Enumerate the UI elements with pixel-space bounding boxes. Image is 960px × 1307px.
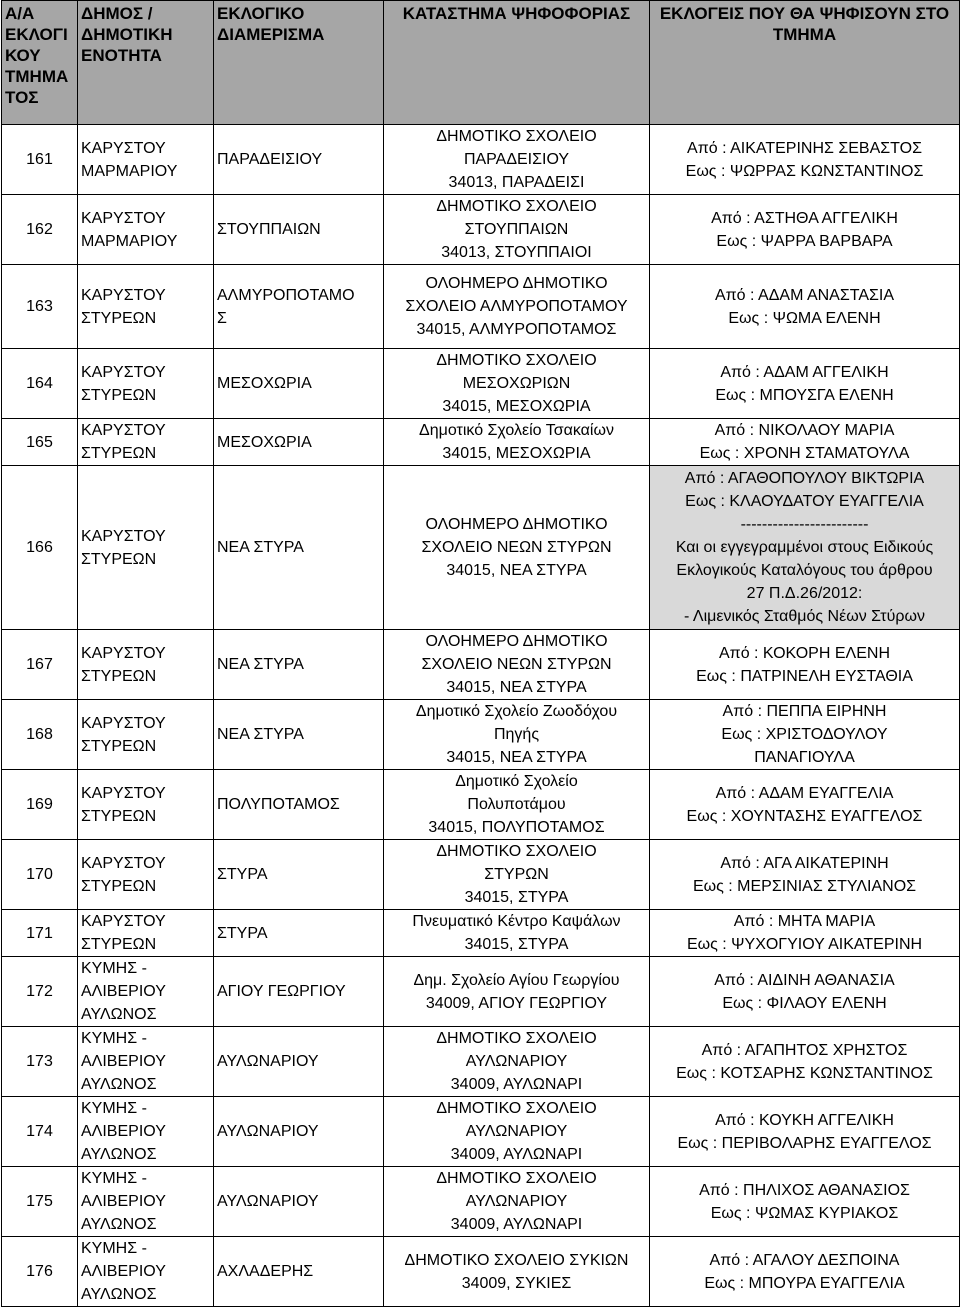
station-line: 34015, ΜΕΣΟΧΩΡΙΑ bbox=[442, 445, 591, 462]
row-number-text: 169 bbox=[26, 796, 53, 813]
municipality-text: ΚΑΡΥΣΤΟΥ ΣΤΥΡΕΩΝ bbox=[81, 854, 166, 895]
row-number-text: 161 bbox=[26, 151, 53, 168]
station-line: 34015, ΠΟΛΥΠΟΤΑΜΟΣ bbox=[428, 819, 605, 836]
station-line: 34009, ΑΥΛΩΝΑΡΙ bbox=[450, 1146, 583, 1163]
table-row bbox=[2, 1237, 960, 1307]
municipality-cell bbox=[78, 265, 214, 349]
row-number bbox=[2, 419, 78, 466]
row-number-text: 165 bbox=[26, 433, 53, 451]
district-cell bbox=[214, 770, 384, 840]
voters-cell bbox=[650, 1027, 960, 1097]
table-row bbox=[2, 1097, 960, 1167]
station-line: ΟΛΟΗΜΕΡΟ ΔΗΜΟΤΙΚΟ bbox=[425, 516, 608, 533]
station-line: Δημοτικό Σχολείο Ζωοδόχου bbox=[415, 703, 618, 720]
voters-cell bbox=[650, 1237, 960, 1307]
polling-station-cell bbox=[384, 957, 650, 1027]
station-line: ΔΗΜΟΤΙΚΟ ΣΧΟΛΕΙΟ bbox=[436, 1100, 597, 1117]
row-number bbox=[2, 910, 78, 957]
voters-line: ------------------------ bbox=[740, 516, 869, 533]
voters-line: Εως : ΚΛΑΟΥΔΑΤΟΥ ΕΥΑΓΓΕΛΙΑ bbox=[685, 493, 924, 510]
municipality-cell bbox=[78, 910, 214, 957]
municipality-text: ΚΑΡΥΣΤΟΥ ΜΑΡΜΑΡΙΟΥ bbox=[81, 139, 178, 180]
station-line: ΟΛΟΗΜΕΡΟ ΔΗΜΟΤΙΚΟ bbox=[425, 275, 608, 292]
polling-station-cell bbox=[384, 1237, 650, 1307]
station-line: ΟΛΟΗΜΕΡΟ ΔΗΜΟΤΙΚΟ bbox=[425, 633, 608, 650]
municipality-cell bbox=[78, 349, 214, 419]
municipality-text: ΚΥΜΗΣ - ΑΛΙΒΕΡΙΟΥ ΑΥΛΩΝΟΣ bbox=[81, 1030, 166, 1093]
row-number-text: 166 bbox=[26, 539, 53, 556]
station-line: 34015, ΝΕΑ ΣΤΥΡΑ bbox=[446, 679, 587, 696]
voters-line: Εως : ΧΟΥΝΤΑΣΗΣ ΕΥΑΓΓΕΛΟΣ bbox=[686, 807, 923, 825]
table-row bbox=[2, 125, 960, 195]
district-text: ΝΕΑ ΣΤΥΡΑ bbox=[217, 656, 304, 673]
station-line: 34015, ΝΕΑ ΣΤΥΡΑ bbox=[446, 749, 587, 766]
station-line: Δημοτικό Σχολείο Τσακαίων bbox=[419, 422, 614, 439]
station-line: 34015, ΣΤΥΡΑ bbox=[464, 936, 569, 953]
municipality-text: ΚΥΜΗΣ - ΑΛΙΒΕΡΙΟΥ ΑΥΛΩΝΟΣ bbox=[81, 1170, 166, 1233]
station-line: ΔΗΜΟΤΙΚΟ ΣΧΟΛΕΙΟ bbox=[436, 128, 597, 145]
row-number-text: 170 bbox=[26, 866, 53, 883]
voters-line: Από : ΠΗΛΙΧΟΣ ΑΘΑΝΑΣΙΟΣ bbox=[699, 1181, 910, 1199]
station-line: ΣΧΟΛΕΙΟ ΝΕΩΝ ΣΤΥΡΩΝ bbox=[421, 656, 612, 673]
row-number-text: 164 bbox=[26, 375, 53, 392]
station-line: 34015, ΑΛΜΥΡΟΠΟΤΑΜΟΣ bbox=[416, 321, 617, 338]
row-number bbox=[2, 630, 78, 700]
voters-line: ΠΑΝΑΓΙΟΥΛΑ bbox=[754, 749, 855, 766]
voters-line: Από : ΑΙΔΙΝΗ ΑΘΑΝΑΣΙΑ bbox=[714, 971, 895, 989]
voters-cell bbox=[650, 265, 960, 349]
voters-line: Από : ΜΗΤΑ ΜΑΡΙΑ bbox=[733, 913, 876, 930]
station-line: Πνευματικό Κέντρο Καψάλων bbox=[412, 913, 621, 930]
voters-cell bbox=[650, 910, 960, 957]
district-cell bbox=[214, 349, 384, 419]
municipality-text: ΚΑΡΥΣΤΟΥ ΣΤΥΡΕΩΝ bbox=[81, 422, 166, 462]
polling-station-cell bbox=[384, 419, 650, 466]
district-cell bbox=[214, 195, 384, 265]
district-cell bbox=[214, 1237, 384, 1307]
municipality-cell bbox=[78, 1097, 214, 1167]
row-number-text: 172 bbox=[26, 983, 53, 1000]
municipality-cell bbox=[78, 419, 214, 466]
table-row bbox=[2, 349, 960, 419]
row-number bbox=[2, 770, 78, 840]
station-line: 34015, ΣΤΥΡΑ bbox=[464, 889, 569, 906]
municipality-text: ΚΑΡΥΣΤΟΥ ΣΤΥΡΕΩΝ bbox=[81, 363, 166, 404]
station-line: ΠΑΡΑΔΕΙΣΙΟΥ bbox=[463, 151, 570, 168]
voters-line: Από : ΝΙΚΟΛΑΟΥ ΜΑΡΙΑ bbox=[714, 422, 895, 439]
row-number bbox=[2, 1027, 78, 1097]
row-number-text: 171 bbox=[26, 924, 53, 942]
municipality-cell bbox=[78, 195, 214, 265]
row-number bbox=[2, 840, 78, 910]
station-line: 34013, ΠΑΡΑΔΕΙΣΙ bbox=[448, 174, 585, 191]
station-line: ΔΗΜΟΤΙΚΟ ΣΧΟΛΕΙΟ bbox=[436, 843, 597, 860]
district-text: ΣΤΥΡΑ bbox=[217, 866, 268, 883]
voters-line: Εως : ΦΙΛΑΟΥ ΕΛΕΝΗ bbox=[722, 994, 887, 1012]
polling-station-cell bbox=[384, 195, 650, 265]
voters-line: Από : ΑΔΑΜ ΕΥΑΓΓΕΛΙΑ bbox=[715, 784, 894, 802]
district-text: ΑΥΛΩΝΑΡΙΟΥ bbox=[217, 1193, 319, 1210]
row-number bbox=[2, 466, 78, 630]
polling-station-cell bbox=[384, 770, 650, 840]
voters-line: Εως : ΨΥΧΟΓΥΙΟΥ ΑΙΚΑΤΕΡΙΝΗ bbox=[686, 936, 923, 953]
district-cell bbox=[214, 630, 384, 700]
voters-cell bbox=[650, 630, 960, 700]
voters-line: Εως : ΚΟΤΣΑΡΗΣ ΚΩΝΣΤΑΝΤΙΝΟΣ bbox=[676, 1064, 933, 1082]
municipality-cell bbox=[78, 957, 214, 1027]
voters-cell bbox=[650, 957, 960, 1027]
voters-line: Εως : ΨΑΡΡΑ ΒΑΡΒΑΡΑ bbox=[716, 232, 893, 250]
municipality-cell bbox=[78, 1237, 214, 1307]
district-text: ΑΥΛΩΝΑΡΙΟΥ bbox=[217, 1123, 319, 1140]
row-number-text: 167 bbox=[26, 656, 53, 673]
municipality-text: ΚΥΜΗΣ - ΑΛΙΒΕΡΙΟΥ ΑΥΛΩΝΟΣ bbox=[81, 960, 166, 1023]
station-line: 34013, ΣΤΟΥΠΠΑΙΟΙ bbox=[441, 244, 592, 261]
district-cell bbox=[214, 840, 384, 910]
voters-line: Εως : ΨΩΡΡΑΣ ΚΩΝΣΤΑΝΤΙΝΟΣ bbox=[685, 162, 924, 180]
row-number bbox=[2, 700, 78, 770]
voters-line: Εκλογικούς Καταλόγους του άρθρου bbox=[676, 562, 933, 579]
row-number bbox=[2, 349, 78, 419]
district-text: ΜΕΣΟΧΩΡΙΑ bbox=[217, 433, 312, 451]
row-number-text: 175 bbox=[26, 1193, 53, 1210]
voters-cell bbox=[650, 419, 960, 466]
station-line: ΑΥΛΩΝΑΡΙΟΥ bbox=[465, 1053, 568, 1070]
voters-cell bbox=[650, 770, 960, 840]
voters-line: Και οι εγγεγραμμένοι στους Ειδικούς bbox=[675, 539, 934, 556]
voters-line: Από : ΚΟΥΚΗ ΑΓΓΕΛΙΚΗ bbox=[715, 1111, 894, 1129]
voters-line: Από : ΑΓΑΘΟΠΟΥΛΟΥ ΒΙΚΤΩΡΙΑ bbox=[684, 470, 925, 487]
voters-line: Από : ΑΔΑΜ ΑΝΑΣΤΑΣΙΑ bbox=[714, 286, 895, 304]
station-line: Πολυποτάμου bbox=[467, 796, 566, 813]
municipality-cell bbox=[78, 770, 214, 840]
table-row bbox=[2, 630, 960, 700]
voters-line: Από : ΑΓΑΛΟΥ ΔΕΣΠΟΙΝΑ bbox=[709, 1251, 900, 1269]
row-number bbox=[2, 1237, 78, 1307]
district-cell bbox=[214, 1097, 384, 1167]
district-text: ΜΕΣΟΧΩΡΙΑ bbox=[217, 375, 312, 392]
municipality-cell bbox=[78, 840, 214, 910]
station-line: 34009, ΑΥΛΩΝΑΡΙ bbox=[450, 1216, 583, 1233]
municipality-cell bbox=[78, 125, 214, 195]
row-number bbox=[2, 195, 78, 265]
voters-line: Από : ΑΙΚΑΤΕΡΙΝΗΣ ΣΕΒΑΣΤΟΣ bbox=[687, 139, 922, 157]
voters-line: Εως : ΜΕΡΣΙΝΙΑΣ ΣΤΥΛΙΑΝΟΣ bbox=[692, 877, 917, 895]
district-cell bbox=[214, 700, 384, 770]
district-cell bbox=[214, 466, 384, 630]
voters-cell bbox=[650, 195, 960, 265]
station-line: ΣΤΥΡΩΝ bbox=[484, 866, 549, 883]
voters-line: Από : ΑΔΑΜ ΑΓΓΕΛΙΚΗ bbox=[720, 363, 889, 381]
table-row bbox=[2, 957, 960, 1027]
polling-station-cell bbox=[384, 265, 650, 349]
district-text: ΑΓΙΟΥ ΓΕΩΡΓΙΟΥ bbox=[217, 983, 346, 1000]
voters-cell bbox=[650, 349, 960, 419]
voters-line: Εως : ΜΠΟΥΡΑ ΕΥΑΓΓΕΛΙΑ bbox=[704, 1274, 905, 1292]
station-line: Δημοτικό Σχολείο bbox=[455, 773, 578, 790]
table-row bbox=[2, 419, 960, 466]
district-cell bbox=[214, 1167, 384, 1237]
district-text: ΣΤΥΡΑ bbox=[217, 924, 268, 942]
district-cell bbox=[214, 910, 384, 957]
table-row bbox=[2, 700, 960, 770]
table-row bbox=[2, 195, 960, 265]
row-number bbox=[2, 265, 78, 349]
table-row bbox=[2, 265, 960, 349]
station-line: ΣΤΟΥΠΠΑΙΩΝ bbox=[464, 221, 569, 238]
station-line: ΣΧΟΛΕΙΟ ΝΕΩΝ ΣΤΥΡΩΝ bbox=[421, 539, 612, 556]
voters-line: Από : ΚΟΚΟΡΗ ΕΛΕΝΗ bbox=[718, 644, 890, 662]
district-cell bbox=[214, 419, 384, 466]
polling-station-cell bbox=[384, 349, 650, 419]
municipality-cell bbox=[78, 1167, 214, 1237]
district-text: ΝΕΑ ΣΤΥΡΑ bbox=[217, 539, 304, 556]
table-row bbox=[2, 1167, 960, 1237]
voters-cell bbox=[650, 1097, 960, 1167]
voters-line: Εως : ΠΑΤΡΙΝΕΛΗ ΕΥΣΤΑΘΙΑ bbox=[696, 667, 913, 685]
municipality-cell bbox=[78, 630, 214, 700]
row-number-text: 168 bbox=[26, 726, 53, 743]
row-number bbox=[2, 957, 78, 1027]
voters-line: Εως : ΜΠΟΥΣΓΑ ΕΛΕΝΗ bbox=[715, 386, 894, 404]
district-line: ΑΛΜΥΡΟΠΟΤΑΜΟ bbox=[217, 286, 355, 304]
voters-cell bbox=[650, 125, 960, 195]
district-text: ΣΤΟΥΠΠΑΙΩΝ bbox=[217, 221, 321, 238]
municipality-text: ΚΑΡΥΣΤΟΥ ΜΑΡΜΑΡΙΟΥ bbox=[81, 209, 178, 250]
table-row bbox=[2, 910, 960, 957]
voters-line: Από : ΑΓΑΠΗΤΟΣ ΧΡΗΣΤΟΣ bbox=[701, 1041, 908, 1059]
municipality-cell bbox=[78, 700, 214, 770]
row-number-text: 176 bbox=[26, 1263, 53, 1280]
row-number bbox=[2, 1097, 78, 1167]
header-municipality: ΔΗΜΟΣ / ΔΗΜΟΤΙΚΗ ΕΝΟΤΗΤΑ bbox=[78, 1, 214, 125]
table-row bbox=[2, 840, 960, 910]
district-text: ΠΟΛΥΠΟΤΑΜΟΣ bbox=[217, 796, 340, 813]
municipality-text: ΚΑΡΥΣΤΟΥ ΣΤΥΡΕΩΝ bbox=[81, 913, 166, 953]
district-cell bbox=[214, 957, 384, 1027]
station-line: ΣΧΟΛΕΙΟ ΑΛΜΥΡΟΠΟΤΑΜΟΥ bbox=[405, 298, 628, 315]
station-line: 34009, ΑΓΙΟΥ ΓΕΩΡΓΙΟΥ bbox=[425, 994, 608, 1012]
municipality-text: ΚΑΡΥΣΤΟΥ ΣΤΥΡΕΩΝ bbox=[81, 527, 166, 568]
row-number-text: 163 bbox=[26, 298, 53, 315]
municipality-text: ΚΑΡΥΣΤΟΥ ΣΤΥΡΕΩΝ bbox=[81, 784, 166, 825]
voters-line: - Λιμενικός Σταθμός Νέων Στύρων bbox=[684, 608, 925, 625]
voters-line: 27 Π.Δ.26/2012: bbox=[746, 585, 863, 602]
table-row bbox=[2, 770, 960, 840]
polling-station-cell bbox=[384, 1027, 650, 1097]
municipality-text: ΚΑΡΥΣΤΟΥ ΣΤΥΡΕΩΝ bbox=[81, 286, 166, 327]
station-line: ΔΗΜΟΤΙΚΟ ΣΧΟΛΕΙΟ bbox=[436, 352, 597, 369]
voters-line: Εως : ΧΡΟΝΗ ΣΤΑΜΑΤΟΥΛΑ bbox=[699, 445, 910, 462]
header-voters: ΕΚΛΟΓΕΙΣ ΠΟΥ ΘΑ ΨΗΦΙΣΟΥΝ ΣΤΟ ΤΜΗΜΑ bbox=[650, 1, 960, 125]
station-line: ΑΥΛΩΝΑΡΙΟΥ bbox=[465, 1193, 568, 1210]
voters-line: Εως : ΠΕΡΙΒΟΛΑΡΗΣ ΕΥΑΓΓΕΛΟΣ bbox=[677, 1134, 932, 1152]
station-line: ΔΗΜΟΤΙΚΟ ΣΧΟΛΕΙΟ bbox=[436, 1030, 597, 1047]
voters-line: Από : ΑΣΤΗΘΑ ΑΓΓΕΛΙΚΗ bbox=[711, 209, 898, 227]
municipality-text: ΚΑΡΥΣΤΟΥ ΣΤΥΡΕΩΝ bbox=[81, 714, 166, 755]
municipality-cell bbox=[78, 466, 214, 630]
voters-line: Εως : ΨΩΜΑΣ ΚΥΡΙΑΚΟΣ bbox=[710, 1204, 899, 1222]
polling-station-cell bbox=[384, 1167, 650, 1237]
row-number-text: 162 bbox=[26, 221, 53, 238]
station-line: 34015, ΜΕΣΟΧΩΡΙΑ bbox=[442, 398, 591, 415]
station-line: ΑΥΛΩΝΑΡΙΟΥ bbox=[465, 1123, 568, 1140]
row-number-text: 173 bbox=[26, 1053, 53, 1070]
row-number bbox=[2, 125, 78, 195]
station-line: 34009, ΑΥΛΩΝΑΡΙ bbox=[450, 1076, 583, 1093]
district-text: ΝΕΑ ΣΤΥΡΑ bbox=[217, 726, 304, 743]
voters-cell bbox=[650, 840, 960, 910]
station-line: 34015, ΝΕΑ ΣΤΥΡΑ bbox=[446, 562, 587, 579]
district-cell bbox=[214, 1027, 384, 1097]
station-line: ΜΕΣΟΧΩΡΙΩΝ bbox=[462, 375, 571, 392]
station-line: ΔΗΜΟΤΙΚΟ ΣΧΟΛΕΙΟ ΣΥΚΙΩΝ bbox=[404, 1251, 629, 1269]
station-line: Δημ. Σχολείο Αγίου Γεωργίου bbox=[413, 971, 620, 989]
voters-line: Εως : ΨΩΜΑ ΕΛΕΝΗ bbox=[728, 309, 881, 327]
district-text: ΠΑΡΑΔΕΙΣΙΟΥ bbox=[217, 151, 323, 168]
district-text: ΑΥΛΩΝΑΡΙΟΥ bbox=[217, 1053, 319, 1070]
station-line: ΔΗΜΟΤΙΚΟ ΣΧΟΛΕΙΟ bbox=[436, 198, 597, 215]
row-number bbox=[2, 1167, 78, 1237]
table-row bbox=[2, 466, 960, 630]
station-line: 34009, ΣΥΚΙΕΣ bbox=[461, 1274, 572, 1292]
row-number-text: 174 bbox=[26, 1123, 53, 1140]
district-cell bbox=[214, 125, 384, 195]
polling-station-cell bbox=[384, 700, 650, 770]
voters-cell bbox=[650, 1167, 960, 1237]
voters-cell bbox=[650, 700, 960, 770]
voters-line: Από : ΠΕΠΠΑ ΕΙΡΗΝΗ bbox=[722, 703, 887, 720]
header-polling-station: ΚΑΤΑΣΤΗΜΑ ΨΗΦΟΦΟΡΙΑΣ bbox=[384, 1, 650, 125]
polling-station-cell bbox=[384, 910, 650, 957]
voters-line: Από : ΑΓΑ ΑΙΚΑΤΕΡΙΝΗ bbox=[720, 854, 889, 872]
table-row bbox=[2, 1027, 960, 1097]
district-text: ΑΧΛΑΔΕΡΗΣ bbox=[217, 1263, 314, 1280]
district-cell bbox=[214, 265, 384, 349]
header-row bbox=[2, 1, 960, 125]
municipality-text: ΚΥΜΗΣ - ΑΛΙΒΕΡΙΟΥ ΑΥΛΩΝΟΣ bbox=[81, 1240, 166, 1303]
polling-stations-table bbox=[1, 0, 960, 1307]
municipality-text: ΚΥΜΗΣ - ΑΛΙΒΕΡΙΟΥ ΑΥΛΩΝΟΣ bbox=[81, 1100, 166, 1163]
header-district: ΕΚΛΟΓΙΚΟ ΔΙΑΜΕΡΙΣΜΑ bbox=[214, 1, 384, 125]
header-number: Α/Α ΕΚΛΟΓΙ ΚΟΥ ΤΜΗΜΑ ΤΟΣ bbox=[2, 1, 78, 125]
voters-cell bbox=[650, 466, 960, 630]
polling-station-cell bbox=[384, 125, 650, 195]
polling-station-cell bbox=[384, 466, 650, 630]
polling-station-cell bbox=[384, 840, 650, 910]
polling-station-cell bbox=[384, 1097, 650, 1167]
voters-line: Εως : ΧΡΙΣΤΟΔΟΥΛΟΥ bbox=[721, 726, 888, 743]
municipality-text: ΚΑΡΥΣΤΟΥ ΣΤΥΡΕΩΝ bbox=[81, 644, 166, 685]
station-line: Πηγής bbox=[493, 726, 540, 743]
station-line: ΔΗΜΟΤΙΚΟ ΣΧΟΛΕΙΟ bbox=[436, 1170, 597, 1187]
polling-station-cell bbox=[384, 630, 650, 700]
municipality-cell bbox=[78, 1027, 214, 1097]
district-line: Σ bbox=[217, 309, 227, 327]
